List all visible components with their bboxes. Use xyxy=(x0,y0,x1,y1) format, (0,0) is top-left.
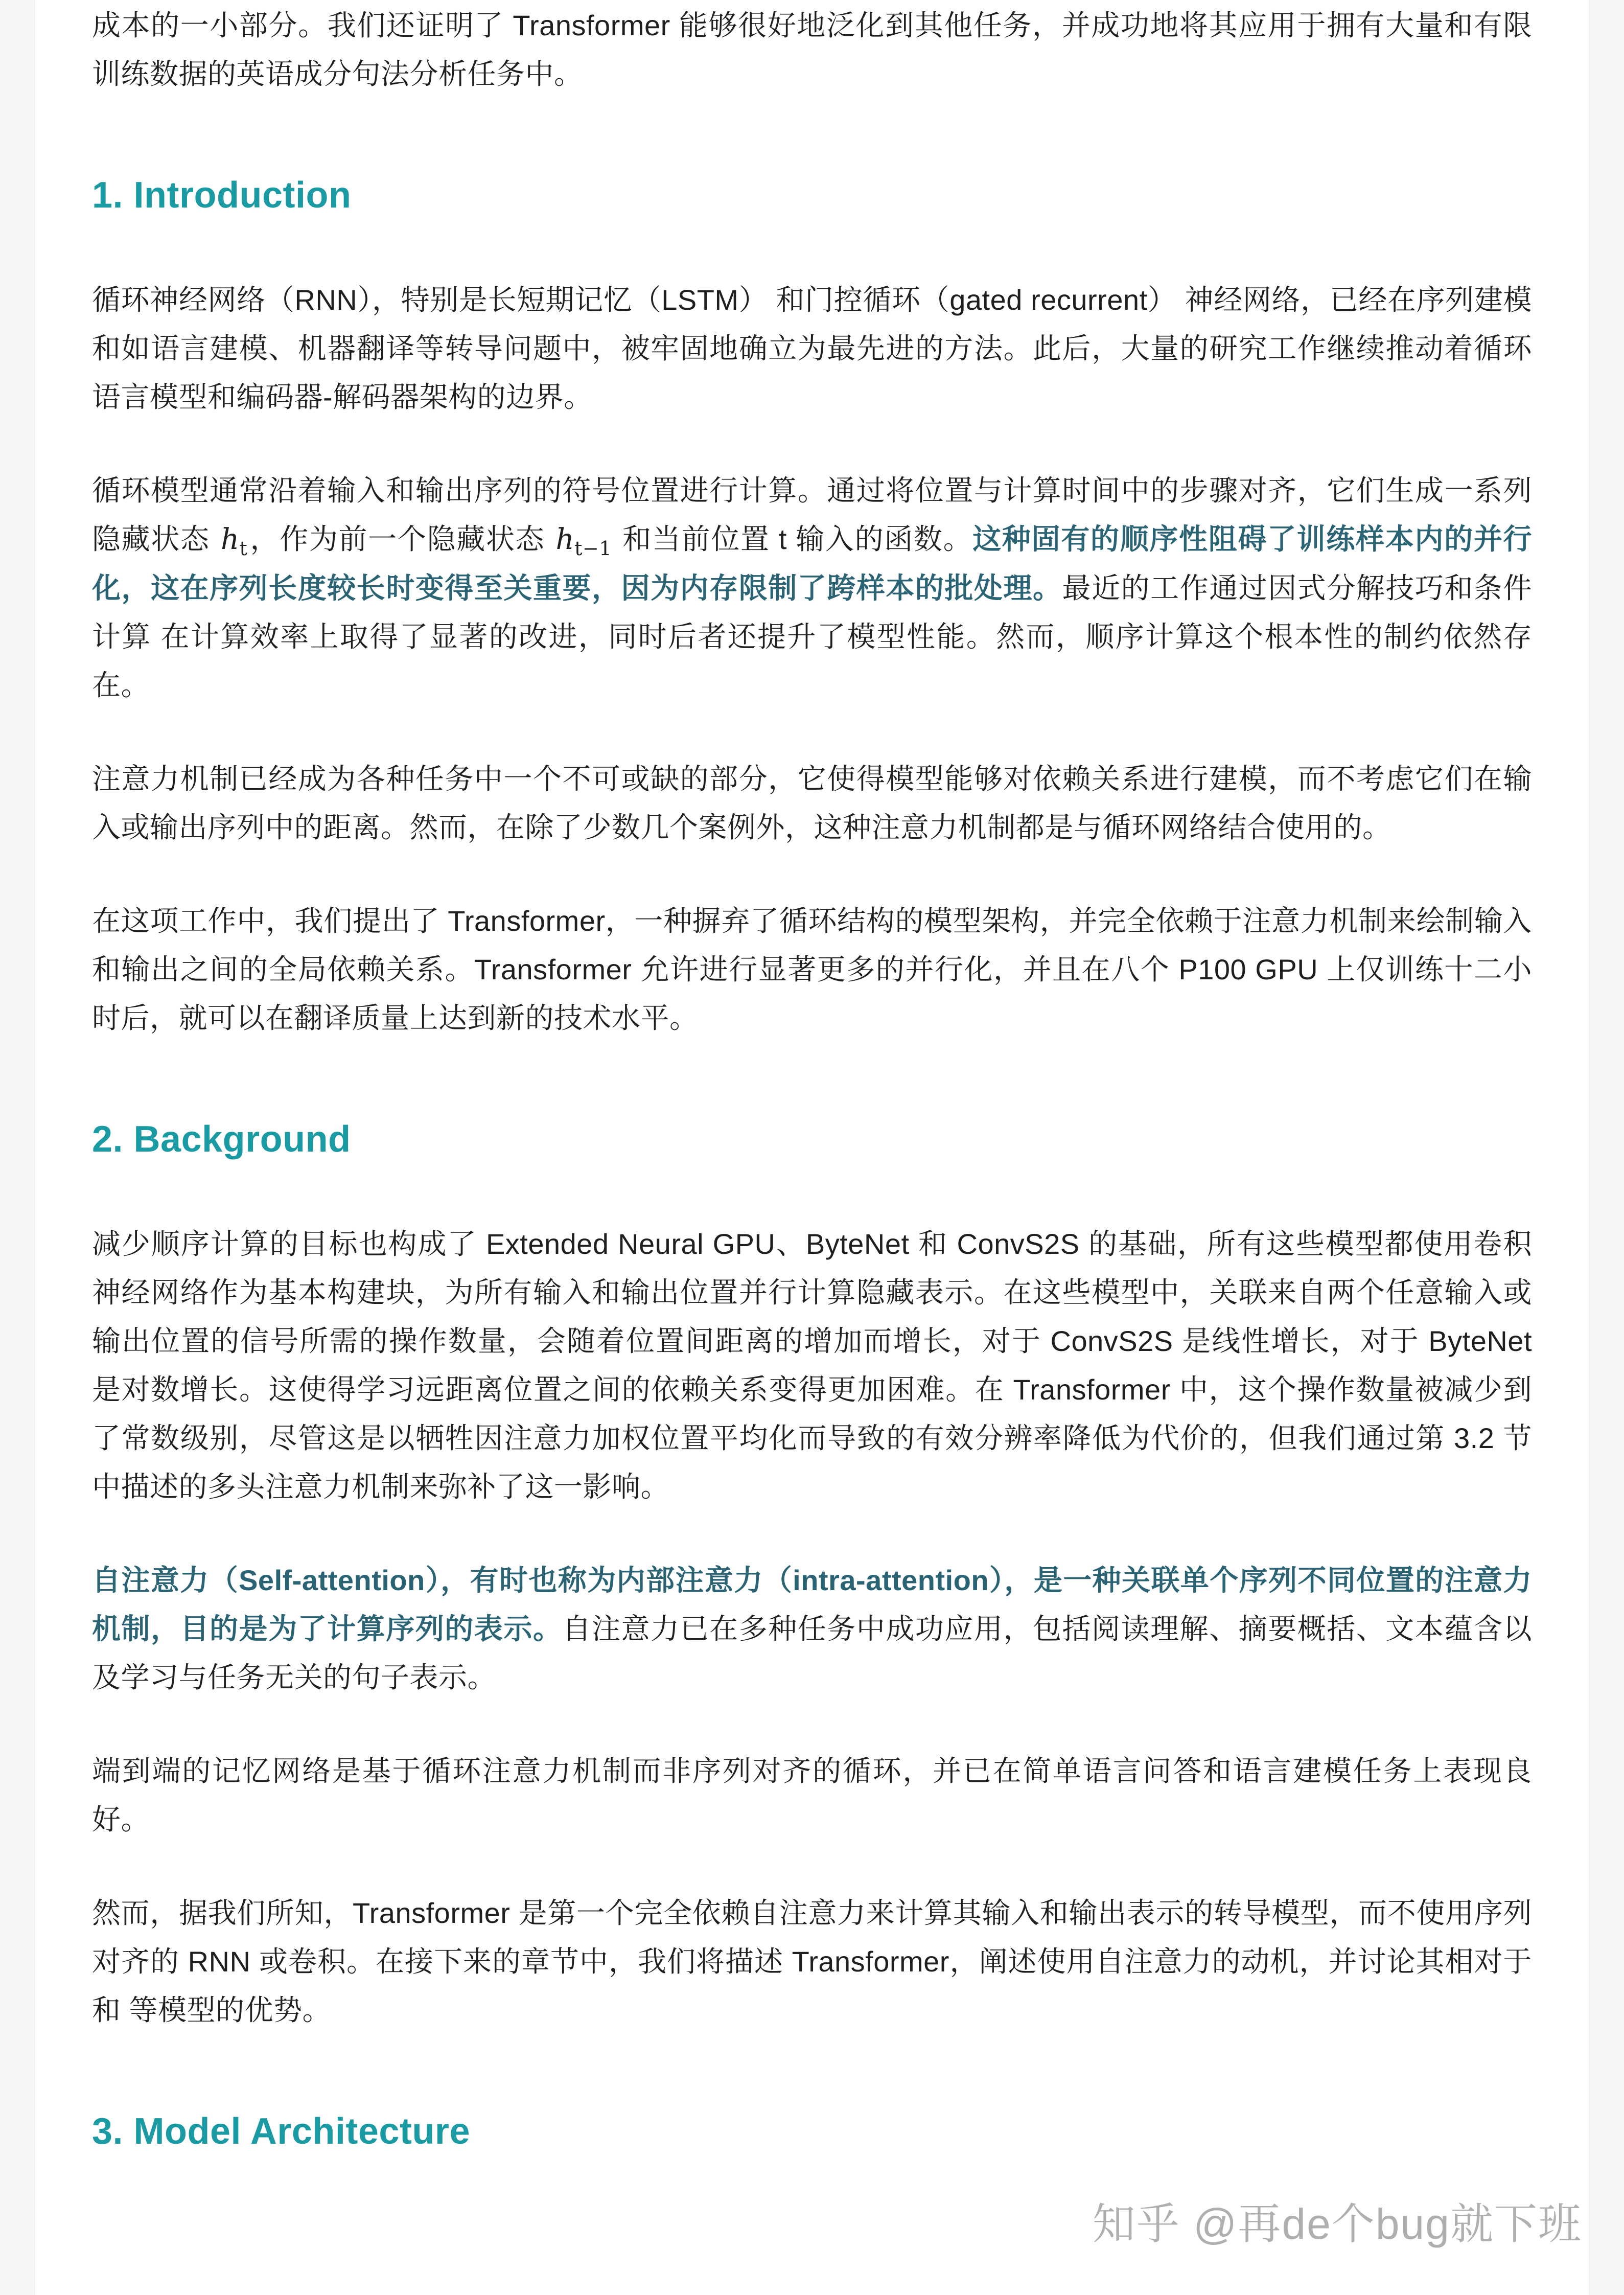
paragraph xyxy=(92,897,1532,1042)
inline-math: $h_{t-1}$ xyxy=(555,523,612,560)
body-text: 循环神经网络（RNN），特别是长短期记忆（LSTM） 和门控循环（gated recurrent） 神经网络，已经在序列建模和如语言建模、机器翻译等转导问题中，被牢固地确立为最先进的方法。此后，大量的研究工作继续推动着循环语言模型和编码器-解码器架构的边界。 xyxy=(92,284,1532,413)
paragraph xyxy=(92,1220,1532,1511)
body-text: 在这项工作中，我们提出了 Transformer，一种摒弃了循环结构的模型架构，并完全依赖于注意力机制来绘制输入和输出之间的全局依赖关系。Transformer 允许进行显著更多的并行化，并且在八个 P100 GPU 上仅训练十二小时后，就可以在翻译质量上达到新的技术水平。 xyxy=(92,905,1532,1034)
body-text: 成本的一小部分。我们还证明了 Transformer 能够很好地泛化到其他任务，并成功地将其应用于拥有大量和有限训练数据的英语成分句法分析任务中。 xyxy=(92,9,1532,90)
section-heading: 3. Model Architecture xyxy=(92,2111,470,2152)
paragraph xyxy=(92,1556,1532,1702)
section-heading: 1. Introduction xyxy=(92,175,352,216)
body-text: 端到端的记忆网络是基于循环注意力机制而非序列对齐的循环，并已在简单语言问答和语言建模任务上表现良好。 xyxy=(92,1755,1532,1835)
body-text: 自注意力已在多种任务中成功应用，包括阅读理解、摘要概括、文本蕴含以及学习与任务无关的句子表示。 xyxy=(92,1613,1532,1693)
article-body xyxy=(92,1,1532,2153)
body-text: 和当前位置 t 输入的函数。 xyxy=(614,523,973,555)
body-text: 注意力机制已经成为各种任务中一个不可或缺的部分，它使得模型能够对依赖关系进行建模，而不考虑它们在输入或输出序列中的距离。然而，在除了少数几个案例外，这种注意力机制都是与循环网络结合使用的。 xyxy=(92,763,1532,843)
paragraph xyxy=(92,754,1532,852)
emphasis-text: 自注意力（Self-attention），有时也称为内部注意力（intra-attention），是一种关联单个序列不同位置的注意力机制，目的是为了计算序列的表示。 xyxy=(92,1564,1532,1645)
body-text: 然而，据我们所知，Transformer 是第一个完全依赖自注意力来计算其输入和输出表示的转导模型，而不使用序列对齐的 RNN 或卷积。在接下来的章节中，我们将描述 Transformer，阐述使用自注意力的动机，并讨论其相对于 和 等模型的优势。 xyxy=(92,1897,1532,2026)
paragraph xyxy=(92,466,1532,709)
paragraph xyxy=(92,1,1532,98)
body-text: 最近的工作通过因式分解技巧和条件计算 在计算效率上取得了显著的改进，同时后者还提升了模型性能。然而，顺序计算这个根本性的制约依然存在。 xyxy=(92,572,1532,701)
watermark-text: 知乎 @再de个bug就下班 xyxy=(1092,2200,1582,2248)
paragraph xyxy=(92,1889,1532,2034)
body-text: 减少顺序计算的目标也构成了 Extended Neural GPU、ByteNet 和 ConvS2S 的基础，所有这些模型都使用卷积神经网络作为基本构建块，为所有输入和输出位置并行计算隐藏表示。在这些模型中，关联来自两个任意输入或输出位置的信号所需的操作数量，会随着位置间距离的增加而增长，对于 ConvS2S 是线性增长，对于 ByteNet 是对数增长。这使得学习远距离位置之间的依赖关系变得更加困难。在 Transformer 中，这个操作数量被减少到了常数级别，尽管这是以牺牲因注意力加权位置平均化而导致的有效分辨率降低为代价的，但我们通过第 3.2 节中描述的多头注意力机制来弥补了这一影响。 xyxy=(92,1228,1532,1503)
paragraph xyxy=(92,276,1532,421)
inline-math: $h_t$ xyxy=(220,523,248,560)
body-text: ，作为前一个隐藏状态 xyxy=(249,523,554,555)
emphasis-text: 这种固有的顺序性阻碍了训练样本内的并行化，这在序列长度较长时变得至关重要，因为内存限制了跨样本的批处理。 xyxy=(92,523,1533,604)
section-heading: 2. Background xyxy=(92,1119,351,1160)
article-sheet xyxy=(35,0,1589,2295)
body-text: 循环模型通常沿着输入和输出序列的符号位置进行计算。通过将位置与计算时间中的步骤对齐，它们生成一系列隐藏状态 xyxy=(92,474,1532,555)
paragraph xyxy=(92,1747,1532,1844)
